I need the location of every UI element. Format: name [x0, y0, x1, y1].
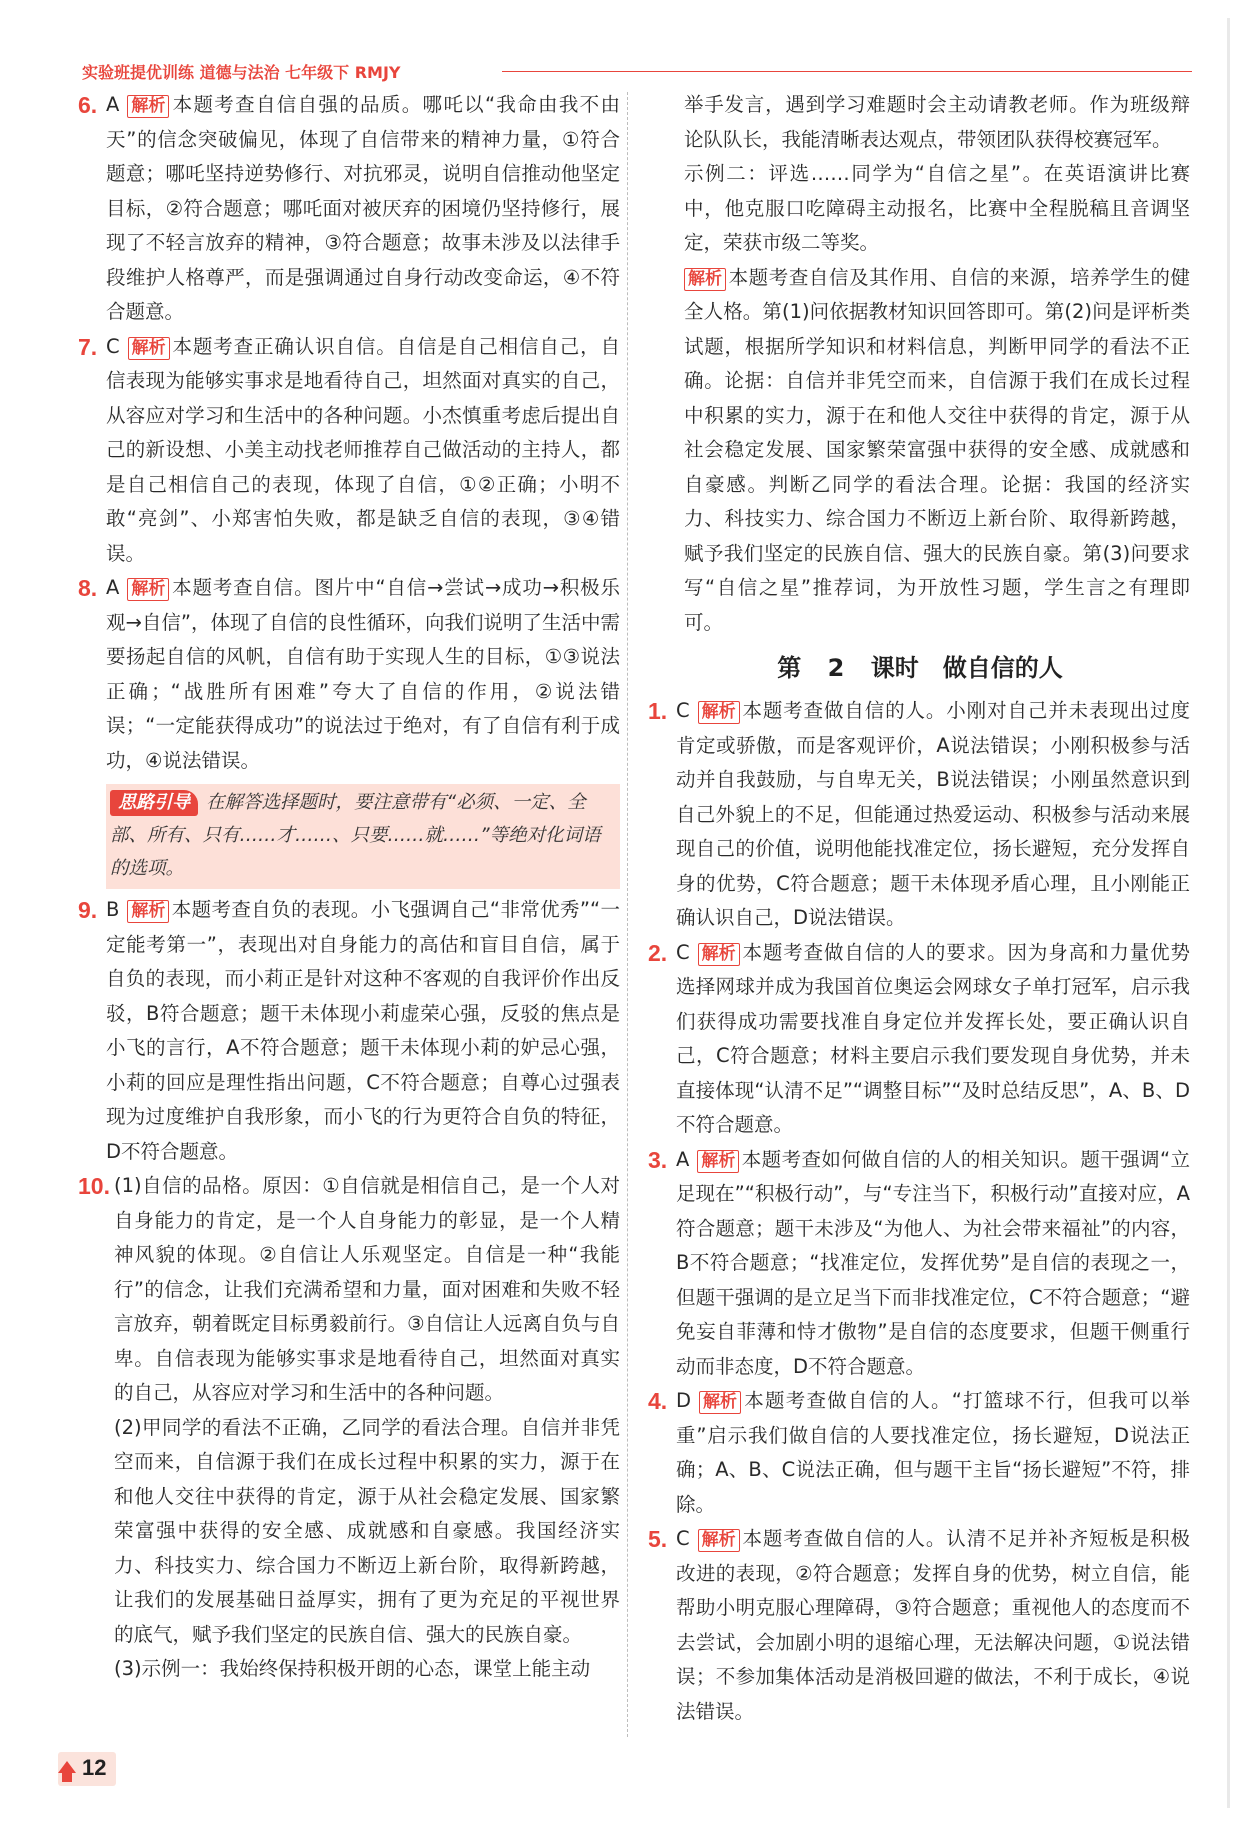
answer-letter: C	[676, 940, 690, 964]
question-number: 2.	[648, 939, 668, 966]
answer-part-2: (2)甲同学的看法不正确，乙同学的看法合理。自信并非凭空而来，自信源于我们在成长过程中积累的实力，源于在和他人交往中获得的肯定，源于从社会稳定发展、国家繁荣富强中获得的安全感、成就感和自豪感。我国经济实力、科技实力、综合国力不断迈上新台阶，取得新跨越，让我们的发展基础日益厚实，拥有了更为充足的平视世界的底气，赋予我们坚定的民族自信、强大的民族自豪。	[114, 1415, 620, 1646]
thinking-tip-box	[106, 784, 620, 889]
question-number: 3.	[648, 1146, 668, 1173]
question-text: 本题考查做自信的人。认清不足并补齐短板是积极改进的表现，②符合题意；发挥自身的优势，树立自信，能帮助小明克服心理障碍，③符合题意；重视他人的态度而不去尝试，会加剧小明的退缩心理，无法解决问题，①说法错误；不参加集体活动是消极回避的做法，不利于成长，④说法错误。	[676, 1527, 1190, 1723]
lesson-title: 第 2 课时 做自信的人	[777, 654, 1063, 682]
analysis-tag: 解析	[127, 578, 169, 601]
question-number: 5.	[648, 1526, 668, 1552]
analysis-tag: 解析	[697, 1150, 739, 1173]
analysis-tag: 解析	[127, 95, 169, 118]
page-number: 12	[82, 1755, 107, 1780]
answer-letter: D	[676, 1389, 692, 1412]
answer-letter: C	[676, 1527, 690, 1550]
analysis-tag: 解析	[127, 900, 169, 923]
question-text: 本题考查做自信的人的要求。因为身高和力量优势选择网球并成为我国首位奥运会网球女子单打冠军，启示我们获得成功需要找准自身定位并发挥长处，要正确认识自己，C符合题意；材料主要启示我们要发现自身优势，并未直接体现“认清不足”“调整目标”“及时总结反思”，A、B、D不符合题意。	[676, 940, 1190, 1136]
answer-part-1: (1)自信的品格。原因：①自信就是相信自己，是一个人对自身能力的肯定，是一个人自身能力的彰显，是一个人精神风貌的体现。②自信让人乐观坚定。自信是一种“我能行”的信念，让我们充满希望和力量，面对困难和失败不轻言放弃，朝着既定目标勇毅前行。③自信让人远离自负与自卑。自信表现为能够实事求是地看待自己，坦然面对真实的自己，从容应对学习和生活中的各种问题。	[114, 1174, 620, 1404]
answer-letter: B	[106, 898, 120, 921]
answer-part-3: (3)示例一：我始终保持积极开朗的心态，课堂上能主动	[114, 1657, 591, 1680]
question-number: 9.	[78, 897, 98, 923]
right-column	[650, 88, 1190, 1729]
analysis-tag: 解析	[698, 943, 740, 966]
analysis-text: 本题考查自信及其作用、自信的来源，培养学生的健全人格。第(1)问依据教材知识回答即可。第(2)问是评析类试题，根据所学知识和材料信息，判断甲同学的看法不正确。论据：自信并非凭空而来，自信源于我们在成长过程中积累的实力，源于在和他人交往中获得的肯定，源于从社会稳定发展、国家繁荣富强中获得的安全感、成就感和自豪感。判断乙同学的看法合理。论据：我国的经济实力、科技实力、综合国力不断迈上新台阶、取得新跨越，赋予我们坚定的民族自信、强大的民族自豪。第(3)问要求写“自信之星”推荐词，为开放性习题，学生言之有理即可。	[684, 265, 1190, 634]
question-1	[650, 694, 1190, 936]
analysis-tag: 解析	[128, 337, 170, 360]
tip-label: 思路引导	[110, 790, 198, 816]
column-divider	[627, 92, 628, 1737]
question-text: 本题考查如何做自信的人的相关知识。题干强调“立足现在”“积极行动”，与“专注当下，积极行动”直接对应，A符合题意；题干未涉及“为他人、为社会带来福祉”的内容，B不符合题意；“找准定位，发挥优势”是自信的表现之一，但题干强调的是立足当下而非找准定位，C不符合题意；“避免妄自菲薄和恃才傲物”是自信的态度要求，但题干侧重行动而非态度，D不符合题意。	[676, 1147, 1190, 1378]
question-5	[650, 1522, 1190, 1729]
analysis-tag: 解析	[698, 1529, 740, 1552]
question-3	[650, 1143, 1190, 1385]
analysis-tag: 解析	[698, 701, 740, 724]
answer-letter: A	[106, 93, 120, 116]
header-rule	[502, 71, 1192, 72]
question-10	[80, 1169, 620, 1687]
question-8	[80, 571, 620, 778]
question-9	[80, 893, 620, 1169]
q10-analysis	[650, 261, 1190, 641]
question-2	[650, 936, 1190, 1143]
question-text: 本题考查做自信的人。小刚对自己并未表现出过度肯定或骄傲，而是客观评价，A说法错误；小刚积极参与活动并自我鼓励，与自卑无关，B说法错误；小刚虽然意识到自己外貌上的不足，但能通过热爱运动、积极参与活动来展现自己的价值，说明他能找准定位，扬长避短，充分发挥自身的优势，C符合题意；题干未体现矛盾心理，且小刚能正确认识自己，D说法错误。	[676, 699, 1190, 929]
up-arrow-icon-base	[62, 1772, 72, 1782]
question-7	[80, 330, 620, 572]
question-6	[80, 88, 620, 330]
question-number: 10.	[78, 1173, 110, 1199]
header-title: 实验班提优训练 道德与法治 七年级下 RMJY	[82, 63, 401, 82]
question-number: 4.	[648, 1388, 668, 1414]
page-number-badge	[58, 1752, 116, 1786]
question-text: 本题考查自负的表现。小飞强调自己“非常优秀”“一定能考第一”，表现出对自身能力的高估和盲目自信，属于自负的表现，而小莉正是针对这种不客观的自我评价作出反驳，B符合题意；题干未体现小莉虚荣心强，反驳的焦点是小飞的言行，A不符合题意；题干未体现小莉的妒忌心强，小莉的回应是理性指出问题，C不符合题意；自尊心过强表现为过度维护自我形象，而小飞的行为更符合自负的特征，D不符合题意。	[106, 898, 620, 1163]
answer-letter: A	[676, 1147, 690, 1171]
analysis-tag: 解析	[699, 1391, 741, 1414]
page-header	[82, 56, 1192, 80]
question-text: 本题考查自信。图片中“自信→尝试→成功→积极乐观→自信”，体现了自信的良性循环，向我们说明了生活中需要扬起自信的风帆，自信有助于实现人生的目标，①③说法正确；“战胜所有困难”夸大了自信的作用，②说法错误；“一定能获得成功”的说法过于绝对，有了自信有利于成功，④说法错误。	[106, 576, 620, 772]
question-number: 6.	[78, 92, 98, 118]
question-number: 1.	[648, 698, 668, 724]
page-edge	[1227, 18, 1230, 1808]
left-column	[80, 88, 620, 1687]
tip-text: 在解答选择题时，要注意带有“必须、一定、全部、所有、只有……才……、只要……就……”等绝对化词语的选项。	[110, 792, 601, 879]
question-4	[650, 1384, 1190, 1522]
answer-letter: C	[106, 334, 120, 358]
example-two: 示例二：评选……同学为“自信之星”。在英语演讲比赛中，他克服口吃障碍主动报名，比赛中全程脱稿且音调坚定，荣获市级二等奖。	[684, 162, 1190, 254]
question-number: 7.	[78, 333, 98, 360]
question-text: 本题考查自信自强的品质。哪吒以“我命由我不由天”的信念突破偏见，体现了自信带来的精神力量，①符合题意；哪吒坚持逆势修行、对抗邪灵，说明自信推动他坚定目标，②符合题意；哪吒面对被厌弃的困境仍坚持修行，展现了不轻言放弃的精神，③符合题意；故事未涉及以法律手段维护人格尊严，而是强调通过自身行动改变命运，④不符合题意。	[106, 93, 620, 323]
analysis-tag: 解析	[684, 268, 726, 291]
answer-letter: C	[676, 699, 690, 722]
answer-letter: A	[106, 576, 120, 599]
question-number: 8.	[78, 575, 98, 601]
continued-answer: 举手发言，遇到学习难题时会主动请教老师。作为班级辩论队队长，我能清晰表达观点，带领团队获得校赛冠军。	[684, 93, 1190, 151]
question-text: 本题考查做自信的人。“打篮球不行，但我可以举重”启示我们做自信的人要找准定位，扬长避短，D说法正确；A、B、C说法正确，但与题干主旨“扬长避短”不符，排除。	[676, 1389, 1190, 1516]
question-text: 本题考查正确认识自信。自信是自己相信自己，自信表现为能够实事求是地看待自己，坦然面对真实的自己，从容应对学习和生活中的各种问题。小杰慎重考虑后提出自己的新设想、小美主动找老师推荐自己做活动的主持人，都是自己相信自己的表现，体现了自信，①②正确；小明不敢“亮剑”、小郑害怕失败，都是缺乏自信的表现，③④错误。	[106, 334, 620, 565]
